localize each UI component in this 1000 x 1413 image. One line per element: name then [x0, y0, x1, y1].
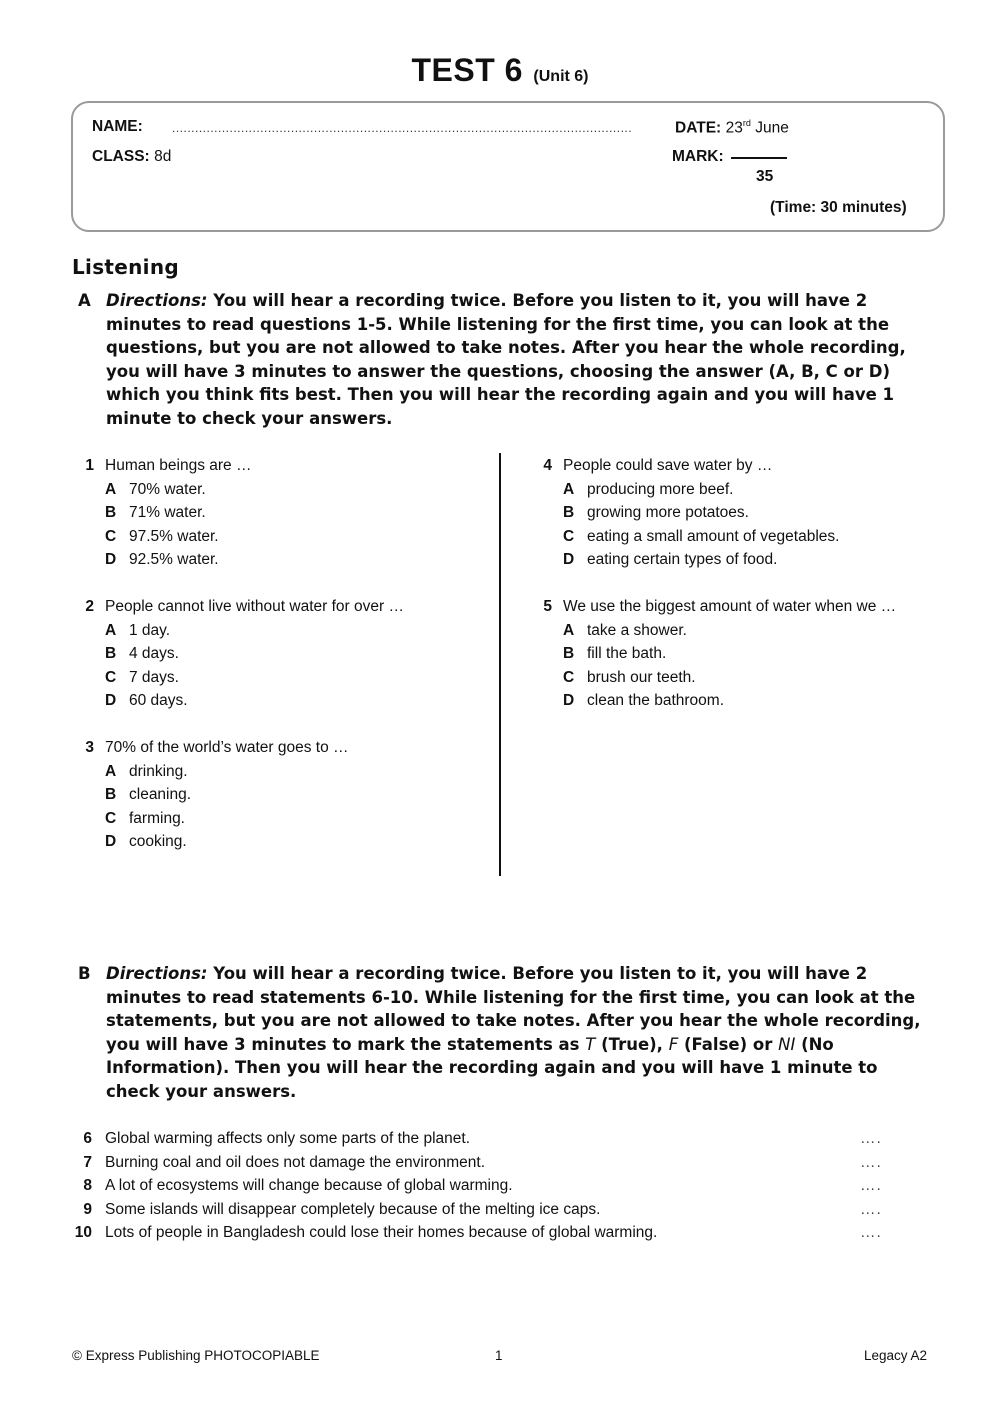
question-2	[72, 595, 492, 713]
class-field	[92, 148, 171, 166]
option-c[interactable]	[105, 525, 219, 549]
question-1	[72, 454, 492, 572]
question-number: 4	[543, 457, 552, 474]
option-a[interactable]	[105, 619, 170, 643]
option-letter: A	[105, 762, 117, 780]
option-letter: B	[563, 504, 575, 521]
option-letter: C	[105, 809, 117, 827]
answer-blank[interactable]: ….	[860, 1153, 882, 1171]
option-letter: C	[105, 668, 117, 686]
statement-number: 9	[83, 1200, 92, 1218]
option-text: farming.	[129, 809, 185, 827]
statement-9	[72, 1198, 952, 1222]
footer-page-number: 1	[495, 1348, 503, 1363]
option-letter: A	[563, 621, 575, 639]
statement-8	[72, 1174, 952, 1198]
title-subtitle: (Unit 6)	[533, 68, 589, 85]
option-d[interactable]	[563, 548, 777, 572]
question-4	[530, 454, 950, 572]
date-suffix: rd	[742, 118, 751, 128]
mark-label: MARK:	[672, 148, 724, 165]
part-a-directions-text	[106, 289, 936, 431]
option-text: eating certain types of food.	[587, 551, 778, 568]
directions-body: You will hear a recording twice. Before you listen to it, you will have 2 minutes to read questions 1-5. While listening for the first time, you can look at the questions, but you are not allowed to take notes. After you hear the whole recording, you will have 3 minutes to answer the questions, choosing the answer (A, B, C or D) which you think fits best. Then you will hear the recording again and you will have 1 minute to check your answers.	[106, 291, 906, 428]
question-3	[72, 736, 492, 854]
option-text: 60 days.	[129, 692, 188, 709]
mark-fraction-line	[731, 157, 787, 159]
false-label: (False) or	[678, 1034, 779, 1054]
question-number: 1	[85, 457, 94, 474]
option-text: 71% water.	[129, 504, 206, 521]
statement-10	[72, 1221, 952, 1245]
option-letter: B	[105, 645, 117, 662]
option-c[interactable]	[105, 807, 185, 831]
statement-text: Global warming affects only some parts of the planet.	[105, 1130, 471, 1147]
question-stem: Human beings are …	[105, 457, 252, 474]
option-text: eating a small amount of vegetables.	[587, 527, 840, 545]
option-text: brush our teeth.	[587, 668, 696, 686]
part-b-directions	[78, 962, 948, 1107]
option-text: producing more beef.	[587, 480, 734, 498]
statement-text: Some islands will disappear completely because of the melting ice caps.	[105, 1200, 601, 1218]
true-label: (True),	[595, 1034, 669, 1054]
statement-number: 6	[83, 1130, 92, 1147]
question-stem: People cannot live without water for over …	[105, 598, 404, 615]
directions-label: Directions:	[106, 291, 208, 310]
statement-text: A lot of ecosystems will change because of global warming.	[105, 1177, 513, 1194]
statement-text: Burning coal and oil does not damage the environment.	[105, 1153, 485, 1171]
statement-number: 10	[74, 1224, 92, 1241]
option-b[interactable]	[105, 783, 191, 807]
part-a-directions	[78, 289, 948, 434]
option-text: 7 days.	[129, 668, 179, 686]
mark-total: 35	[756, 168, 774, 185]
option-letter: D	[563, 551, 575, 568]
option-text: growing more potatoes.	[587, 504, 749, 521]
class-value: 8d	[154, 148, 172, 165]
option-d[interactable]	[105, 548, 219, 572]
option-d[interactable]	[105, 689, 188, 713]
answer-blank[interactable]: ….	[860, 1177, 882, 1194]
option-text: clean the bathroom.	[587, 692, 725, 709]
question-number: 2	[85, 598, 94, 615]
statement-6	[72, 1127, 952, 1151]
answer-blank[interactable]: ….	[860, 1224, 882, 1241]
statement-number: 8	[83, 1177, 92, 1194]
answer-blank[interactable]: ….	[860, 1130, 882, 1147]
option-text: 1 day.	[129, 621, 171, 639]
false-code: F	[668, 1034, 679, 1054]
part-b-letter: B	[78, 964, 91, 983]
true-code: T	[585, 1034, 596, 1054]
question-stem: 70% of the world’s water goes to …	[105, 739, 349, 756]
date-label: DATE:	[675, 119, 722, 137]
question-stem: We use the biggest amount of water when we …	[563, 598, 897, 615]
footer-copyright: © Express Publishing PHOTOCOPIABLE	[72, 1348, 320, 1363]
option-c[interactable]	[105, 666, 179, 690]
option-letter: C	[105, 527, 117, 545]
directions-body-end: (No Information). Then you will hear the recording again and you will have 1 minute to check your answers.	[106, 1034, 878, 1101]
date-field	[675, 118, 789, 137]
directions-label: Directions:	[106, 964, 208, 983]
option-letter: A	[105, 480, 117, 498]
option-letter: D	[563, 692, 575, 709]
option-letter: A	[563, 480, 575, 498]
option-text: take a shower.	[587, 621, 687, 639]
option-text: cooking.	[129, 833, 187, 850]
test-title	[0, 52, 1000, 89]
date-month: June	[750, 119, 789, 137]
date-day: 23	[725, 119, 743, 137]
option-letter: B	[563, 645, 575, 662]
name-label: NAME:	[92, 118, 143, 135]
option-letter: B	[105, 504, 117, 521]
answer-blank[interactable]: ….	[860, 1200, 882, 1218]
name-field[interactable]: ........................................................................................................................	[172, 121, 633, 135]
option-d[interactable]	[563, 689, 724, 713]
option-text: cleaning.	[129, 786, 192, 803]
question-number: 5	[543, 598, 552, 615]
option-letter: B	[105, 786, 117, 803]
no-info-code: NI	[778, 1034, 796, 1054]
part-b-directions-text	[106, 962, 936, 1104]
option-a[interactable]	[563, 619, 687, 643]
option-letter: A	[105, 621, 117, 639]
option-text: 4 days.	[129, 645, 179, 662]
option-text: 97.5% water.	[129, 527, 219, 545]
statement-7	[72, 1151, 952, 1175]
directions-body: You will hear a recording twice. Before you listen to it, you will have 2 minutes to read statements 6-10. While listening for the first time, you can look at the statements, but you are not allowed to take notes. After you hear the whole recording, you will have 3 minutes to mark the statements as	[106, 964, 921, 1054]
section-title: Listening	[72, 255, 179, 279]
option-a[interactable]	[105, 478, 206, 502]
option-letter: D	[105, 692, 117, 709]
option-text: drinking.	[129, 762, 188, 780]
statement-text: Lots of people in Bangladesh could lose their homes because of global warming.	[105, 1224, 658, 1241]
question-5	[530, 595, 950, 713]
option-letter: C	[563, 527, 575, 545]
statement-number: 7	[83, 1153, 92, 1171]
option-a[interactable]	[563, 478, 733, 502]
option-letter: C	[563, 668, 575, 686]
option-c[interactable]	[563, 525, 839, 549]
title-main: TEST 6	[411, 52, 523, 88]
option-letter: D	[105, 551, 117, 568]
option-letter: D	[105, 833, 117, 850]
option-b[interactable]	[563, 501, 749, 525]
option-text: 92.5% water.	[129, 551, 219, 568]
option-c[interactable]	[563, 666, 696, 690]
option-d[interactable]	[105, 830, 187, 854]
option-text: fill the bath.	[587, 645, 667, 662]
option-b[interactable]	[105, 501, 206, 525]
question-number: 3	[85, 739, 94, 756]
class-label: CLASS:	[92, 148, 150, 165]
part-a-letter: A	[78, 291, 91, 310]
option-a[interactable]	[105, 760, 188, 784]
column-divider	[499, 453, 501, 876]
time-limit: (Time: 30 minutes)	[770, 199, 907, 216]
option-b[interactable]	[105, 642, 179, 666]
footer-book-title: Legacy A2	[864, 1348, 928, 1363]
option-b[interactable]	[563, 642, 666, 666]
question-stem: People could save water by …	[563, 457, 773, 474]
option-text: 70% water.	[129, 480, 206, 498]
